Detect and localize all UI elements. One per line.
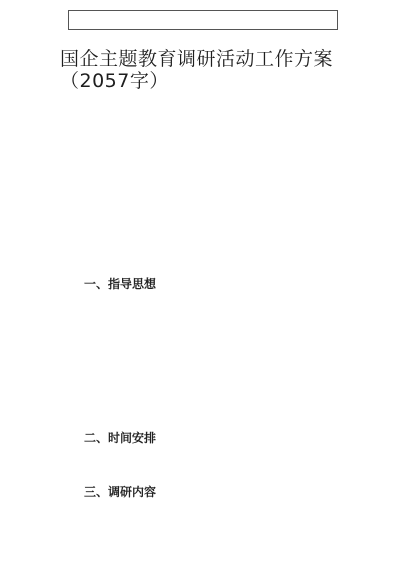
section-heading-time-schedule: 二、时间安排 xyxy=(84,431,157,445)
section-heading-guiding-ideology: 一、指导思想 xyxy=(84,277,157,291)
header-banner xyxy=(68,10,338,30)
header-banner-text xyxy=(69,11,337,29)
document-title: 国企主题教育调研活动工作方案（2057字） xyxy=(60,48,334,92)
section-paragraph-research-content xyxy=(60,507,360,533)
section-paragraph-time-schedule xyxy=(60,454,360,480)
footer-contacts xyxy=(0,552,408,570)
section-heading-research-content: 三、调研内容 xyxy=(84,485,157,499)
